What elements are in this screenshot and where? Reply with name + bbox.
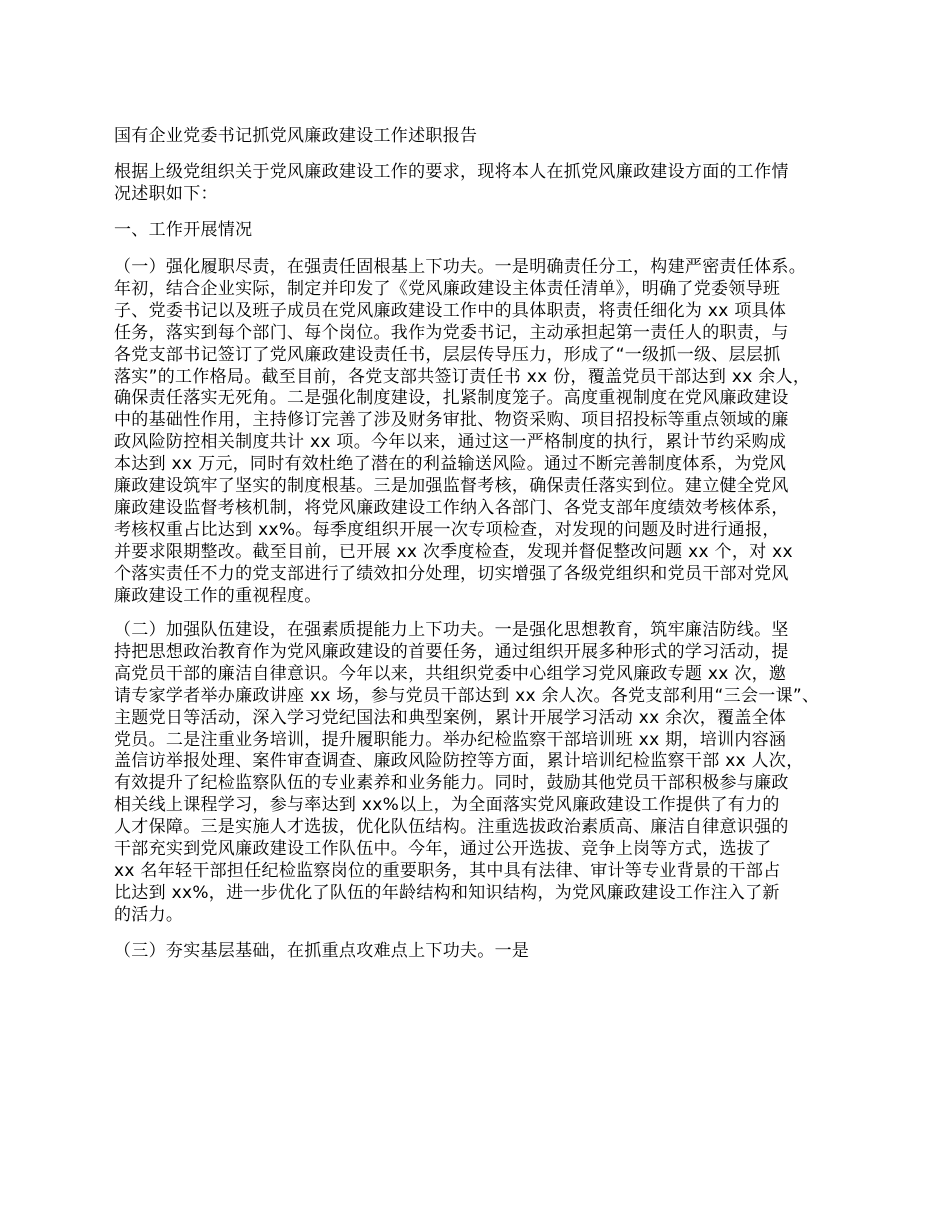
text-line: （三）夯实基层基础，在抓重点攻难点上下功夫。一是	[114, 941, 530, 961]
text-line: 党员。二是注重业务培训，提升履职能力。举办纪检监察干部培训班 xx 期，培训内容涵	[114, 729, 787, 750]
text-line: （二）加强队伍建设，在强素质提能力上下功夫。一是强化思想教育，筑牢廉洁防线。坚	[114, 620, 789, 640]
text-line: 任务，落实到每个部门、每个岗位。我作为党委书记，主动承担起第一责任人的职责，与	[114, 322, 789, 343]
paragraph-2	[114, 620, 819, 927]
text-line: 并要求限期整改。截至目前，已开展 xx 次季度检查，发现并督促整改问题 xx 个，对 xx	[114, 541, 793, 562]
text-line: 各党支部书记签订了党风廉政建设责任书，层层传导压力，形成了“一级抓一级、层层抓	[114, 344, 781, 365]
text-line: 个落实责任不力的党支部进行了绩效扣分处理，切实增强了各级党组织和党员干部对党风	[114, 563, 789, 584]
text-line: 子、党委书记以及班子成员在党风廉政建设工作中的具体职责，将责任细化为 xx 项具体	[114, 300, 787, 321]
text-line: 比达到 xx%，进一步优化了队伍的年龄结构和知识结构，为党风廉政建设工作注入了新	[114, 882, 780, 903]
text-line: 的活力。	[114, 904, 184, 925]
text-line: 相关线上课程学习，参与率达到 xx%以上，为全面落实党风廉政建设工作提供了有力的	[114, 795, 780, 816]
text-line: 年初，结合企业实际，制定并印发了《党风廉政建设主体责任清单》，明确了党委领导班	[114, 278, 781, 299]
text-line: （一）强化履职尽责，在强责任固根基上下功夫。一是明确责任分工，构建严密责任体系。	[114, 257, 806, 277]
text-line: 主题党日等活动，深入学习党纪国法和典型案例，累计开展学习活动 xx 余次，覆盖全体	[114, 707, 787, 728]
text-line: 政风险防控相关制度共计 xx 项。今年以来，通过这一严格制度的执行，累计节约采购成	[114, 432, 787, 453]
text-line: 人才保障。三是实施人才选拔，优化队伍结构。注重选拔政治素质高、廉洁自律意识强的	[114, 817, 789, 838]
text-line: 廉政建设筑牢了坚实的制度根基。三是加强监督考核，确保责任落实到位。建立健全党风	[114, 476, 789, 497]
text-line: 干部充实到党风廉政建设工作队伍中。今年，通过公开选拔、竞争上岗等方式，选拔了	[114, 839, 772, 860]
text-line: 廉政建设监督考核机制，将党风廉政建设工作纳入各部门、各党支部年度绩效考核体系，	[114, 497, 789, 518]
text-line: xx 名年轻干部担任纪检监察岗位的重要职务，其中具有法律、审计等专业背景的干部占	[114, 860, 781, 881]
text-line: 持把思想政治教育作为党风廉政建设的首要任务，通过组织开展多种形式的学习活动，提	[114, 641, 789, 662]
text-line: 高党员干部的廉洁自律意识。今年以来，共组织党委中心组学习党风廉政专题 xx 次，邀	[114, 663, 787, 684]
intro-paragraph	[114, 162, 789, 206]
text-line: 考核权重占比达到 xx%。每季度组织开展一次专项检查，对发现的问题及时进行通报，	[114, 519, 780, 540]
document-title-text: 国有企业党委书记抓党风廉政建设工作述职报告	[114, 126, 478, 146]
text-line: 盖信访举报处理、案件审查调查、廉政风险防控等方面，累计培训纪检监察干部 xx 人次，	[114, 751, 804, 772]
section-heading	[114, 220, 252, 242]
text-line: 本达到 xx 万元，同时有效杜绝了潜在的利益输送风险。通过不断完善制度体系，为党风	[114, 454, 787, 475]
paragraph-3	[114, 941, 529, 963]
text-line: 有效提升了纪检监察队伍的专业素养和业务能力。同时，鼓励其他党员干部积极参与廉政	[114, 773, 789, 794]
section-heading-text: 一、工作开展情况	[114, 220, 253, 240]
text-line: 根据上级党组织关于党风廉政建设工作的要求，现将本人在抓党风廉政建设方面的工作情	[114, 162, 789, 182]
text-line: 确保责任落实无死角。二是强化制度建设，扎紧制度笼子。高度重视制度在党风廉政建设	[114, 388, 789, 409]
text-line: 况述职如下：	[114, 183, 218, 204]
text-line: 请专家学者举办廉政讲座 xx 场，参与党员干部达到 xx 余人次。各党支部利用“三会一课”、	[114, 685, 820, 706]
text-line: 廉政建设工作的重视程度。	[114, 585, 322, 606]
text-line: 中的基础性作用，主持修订完善了涉及财务审批、物资采购、项目招投标等重点领域的廉	[114, 410, 789, 431]
document-title	[114, 126, 477, 148]
paragraph-1	[114, 257, 810, 608]
text-line: 落实”的工作格局。截至目前，各党支部共签订责任书 xx 份，覆盖党员干部达到 xx 余人，	[114, 366, 811, 387]
